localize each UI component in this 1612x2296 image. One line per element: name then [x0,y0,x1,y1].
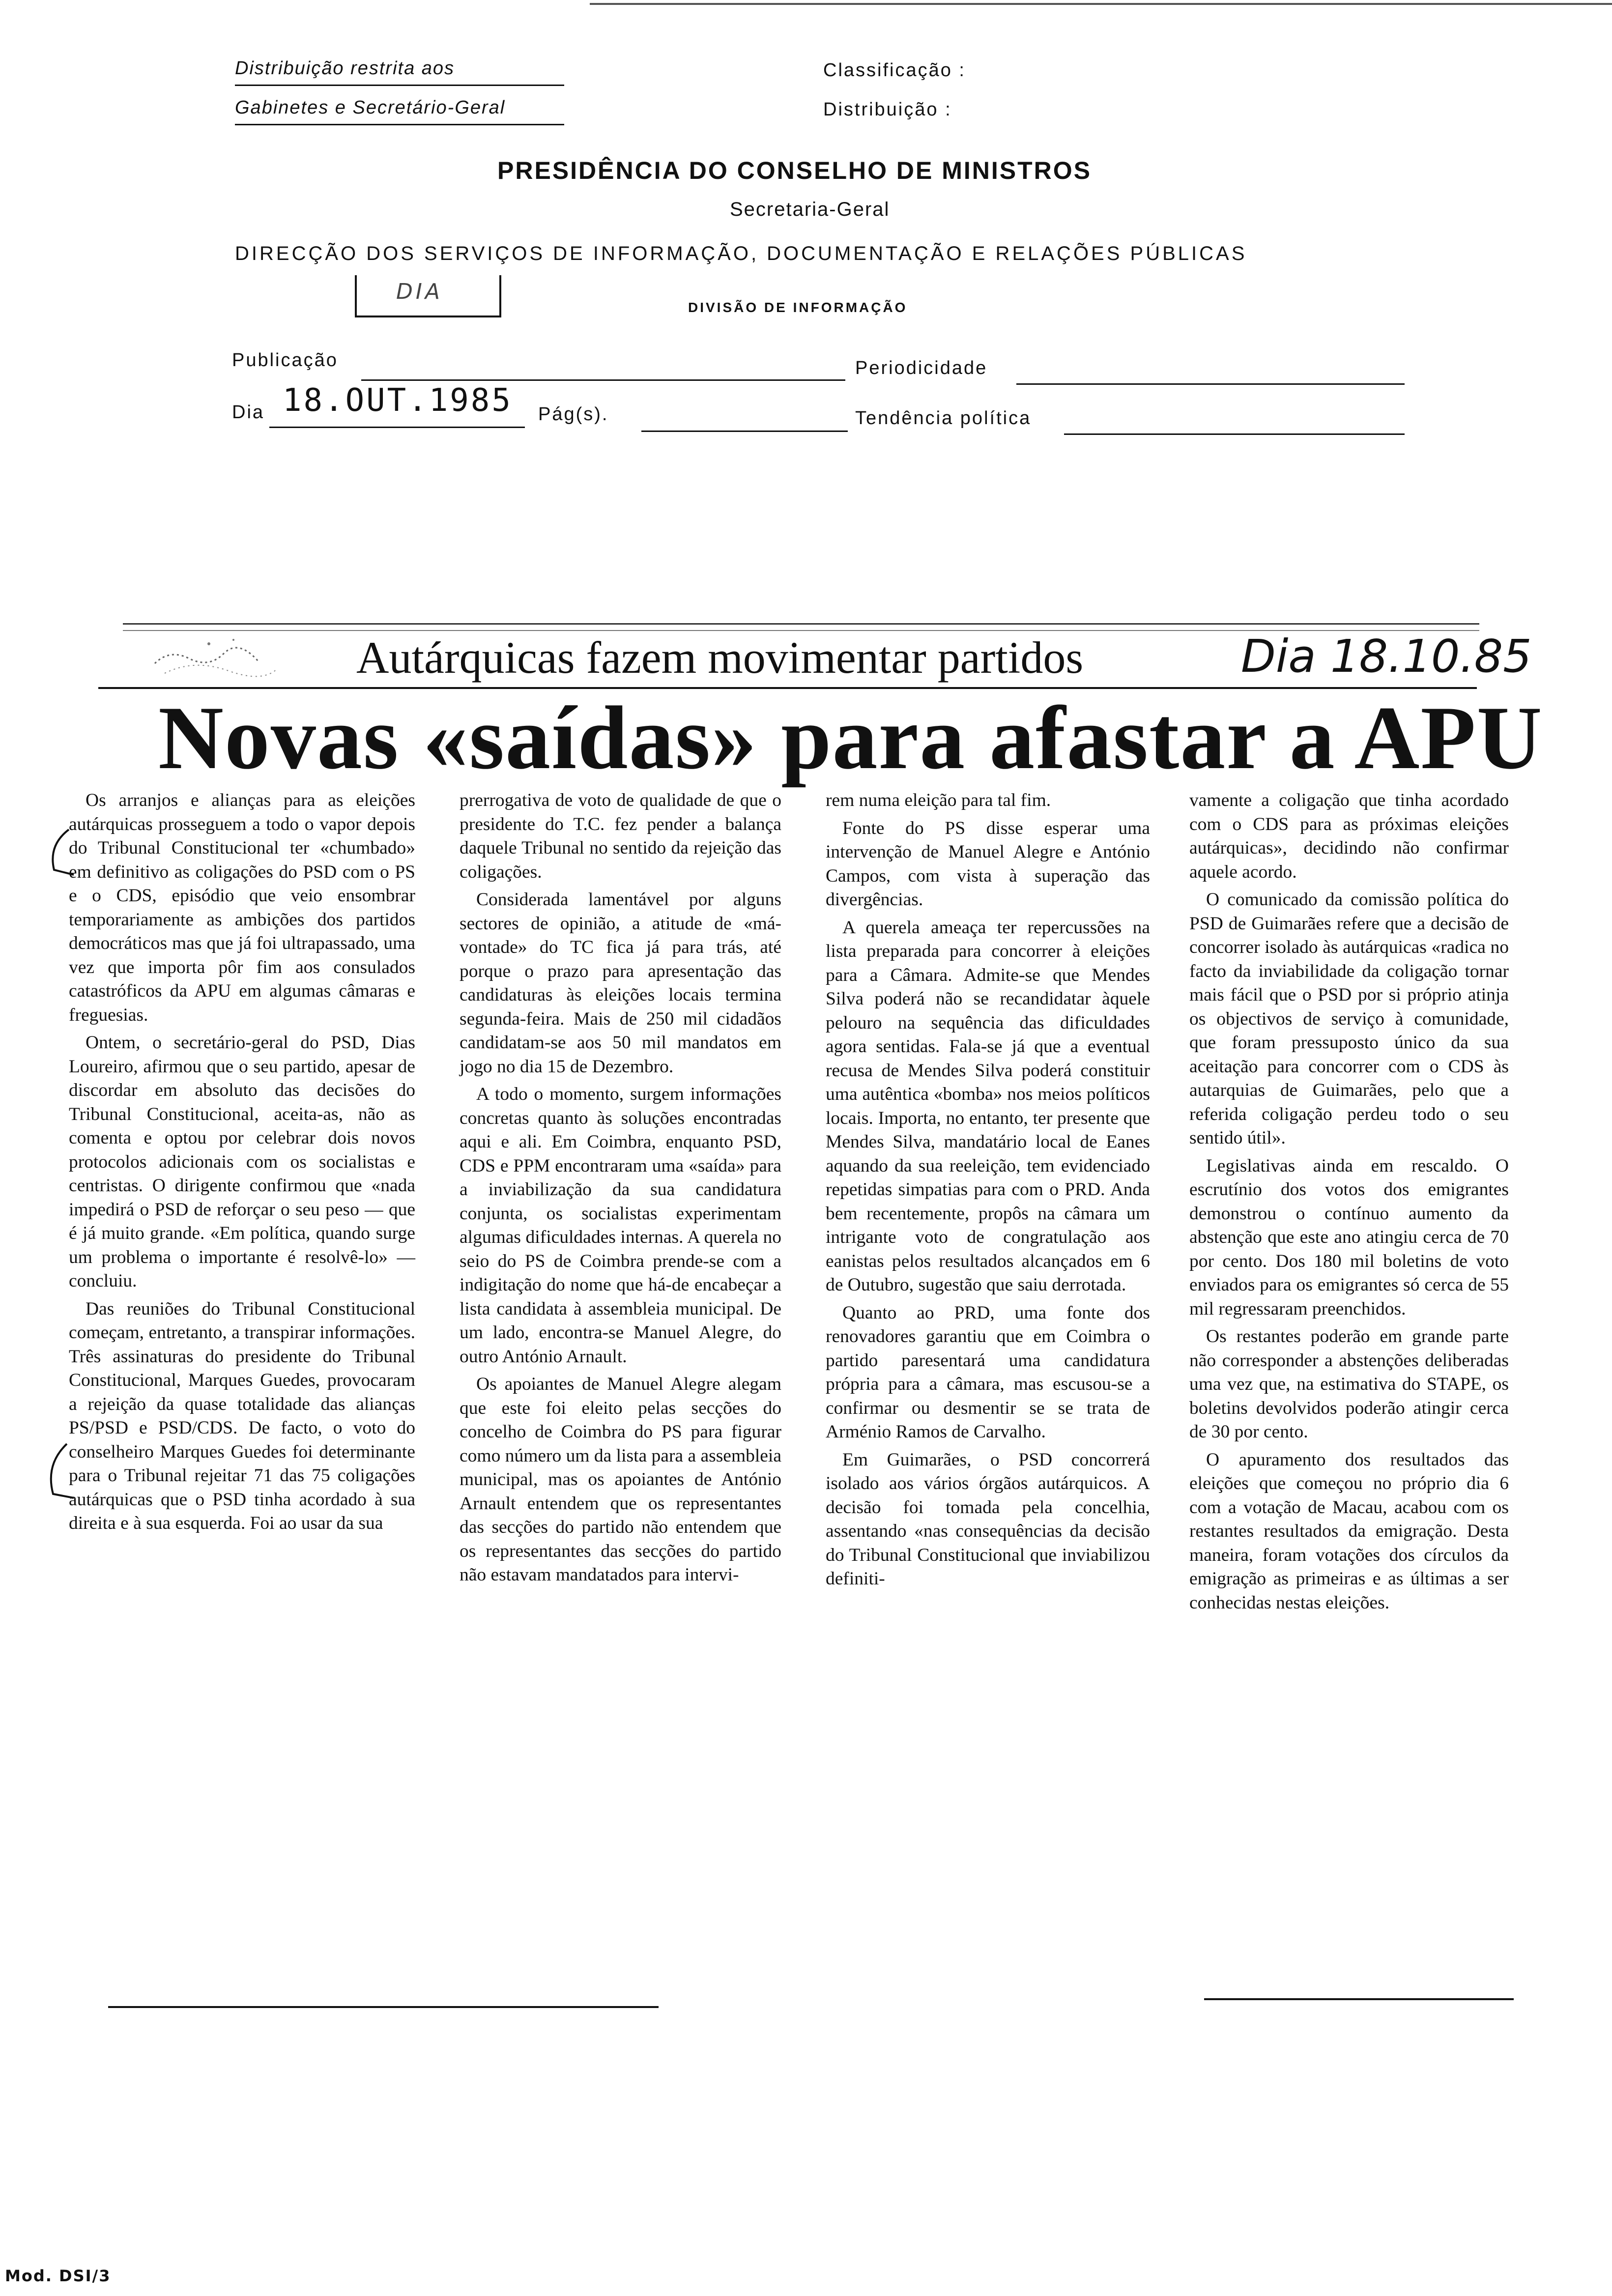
article-column-4 [1189,789,1509,1619]
article-column-2 [460,789,781,1591]
column-1-paragraph: Os arranjos e alianças para as eleições autárquicas prosseguem a todo o vapor depois do Tribunal Constitucional ter «chumbado» em definitivo as coligações do PSD com o PS e o CDS, episódio que veio ensombrar temporariamente as ambições dos partidos democráticos mas que já foi ultrapassado, uma vez que importa pôr fim aos consulados catastróficos da APU em algumas câmaras e freguesias. [69,790,415,1025]
column-4-paragraph: O apuramento dos resultados das eleições que começou no próprio dia 6 com a votação de Macau, acabou com os restantes resultados da emigração. Desta maneira, foram votações dos círculos da emigração as primeiras e as últimas a ser conhecidas nestas eleições. [1189,1449,1509,1613]
dia-box-label: DIA [396,279,443,304]
column-3-paragraph: Em Guimarães, o PSD concorrerá isolado aos vários órgãos autárquicos. A decisão foi tomada pela concelhia, assentando «nas consequências da decisão do Tribunal Constitucional que inviabilizou definiti- [826,1449,1150,1589]
column-2-paragraph: prerrogativa de voto de qualidade de que o presidente do T.C. fez pender a balança daquele Tribunal no sentido da rejeição das coligações. [460,790,781,882]
date-stamp: 18.OUT.1985 [283,382,513,419]
article-column-1 [69,789,415,1540]
column-1-paragraph: Das reuniões do Tribunal Constitucional começam, entretanto, a transpirar informações. Três assinaturas do presidente do Tribunal Constitucional, Marques Guedes, provocaram a rejeição da quase totalidade das alianças PS/PSD e PSD/CDS. De facto, o voto do conselheiro Marques Guedes foi determinante para o Tribunal rejeitar 71 das 75 coligações autárquicas que o PSD tinha acordado à sua direita e à sua esquerda. Foi ao usar da sua [69,1298,415,1533]
article-bottom-rule-1 [108,2006,659,2008]
day-field-line [269,427,525,428]
form-code: Mod. DSI/3 [5,2267,111,2285]
article-column-3 [826,789,1150,1595]
day-label: Dia [232,402,265,423]
column-2-paragraph: Os apoiantes de Manuel Alegre alegam que este foi eleito pelas secções do concelho de Coimbra do PS para figurar como número um da lista para a assembleia municipal, mas os apoiantes de António Arnault entendem que os representantes das secções do partido não entendem que os representantes das secções do partido não estavam mandatados para intervi- [460,1374,781,1585]
column-2-paragraph: A todo o momento, surgem informações concretas quanto às soluções encontradas aqui e ali. Em Coimbra, enquanto PSD, CDS e PPM encontraram uma «saída» para a inviabilização da sua candidatura conjunta, os socialistas experimentam algumas dificuldades internas. A querela no seio do PS de Coimbra prende-se com a indigitação do nome que há-de encabeçar a lista candidata à assembleia municipal. De um lado, encontra-se Manuel Alegre, do outro António Arnault. [460,1084,781,1367]
column-3-paragraph: Fonte do PS disse esperar uma intervenção de Manuel Alegre e António Campos, com vista à superação das divergências. [826,818,1150,910]
publication-field-line [361,379,845,381]
org-subtitle: Secretaria-Geral [730,199,890,220]
column-3-paragraph: Quanto ao PRD, uma fonte dos renovadores garantiu que em Coimbra o partido paresentará uma candidatura própria para a câmara, mas escusou-se a confirmar ou desmentir se se trata de Arménio Ramos de Carvalho. [826,1302,1150,1442]
handwritten-date-note: Dia 18.10.85 [1241,630,1532,683]
distribution-line-2: Gabinetes e Secretário-Geral [235,97,506,118]
classification-label: Classificação : [823,60,966,81]
periodicity-field-line [1016,383,1405,385]
column-4-paragraph: vamente a coligação que tinha acordado com o CDS para as próximas eleições autárquicas», decidindo não confirmar aquele acordo. [1189,790,1509,882]
top-edge-rule [590,3,1612,5]
column-4-paragraph: Os restantes poderão em grande parte não corresponder a abstenções deliberadas uma vez que, na estimativa do STAPE, os boletins devolvidos poderão atingir cerca de 30 por cento. [1189,1326,1509,1442]
column-4-paragraph: Legislativas ainda em rescaldo. O escrutínio dos votos dos emigrantes demonstrou o contínuo aumento da abstenção que este ano atingiu cerca de 70 por cento. Dos 180 mil boletins de voto enviados para os emigrantes só cerca de 55 mil regressaram preenchidos. [1189,1155,1509,1319]
dia-box [355,275,501,317]
margin-bracket-mark-bottom [38,1440,78,1504]
halftone-scribble-icon [150,629,297,683]
distribution-line-1-underline [235,85,564,86]
publication-label: Publicação [232,350,338,371]
pages-field-line [641,430,848,432]
article-bottom-rule-2 [1204,1998,1514,2000]
org-title: PRESIDÊNCIA DO CONSELHO DE MINISTROS [497,157,1092,184]
distribution-line-2-underline [235,124,564,125]
distribution-label: Distribuição : [823,99,952,120]
pages-label: Pág(s). [538,404,609,425]
directorate-line: DIRECÇÃO DOS SERVIÇOS DE INFORMAÇÃO, DOCUMENTAÇÃO E RELAÇÕES PÚBLICAS [235,243,1247,264]
article-headline: Novas «saídas» para afastar a APU [158,688,1543,788]
article-top-rule [123,623,1479,625]
division-label: DIVISÃO DE INFORMAÇÃO [688,300,908,315]
column-1-paragraph: Ontem, o secretário-geral do PSD, Dias Loureiro, afirmou que o seu partido, apesar de discordar em absoluto das decisões do Tribunal Constitucional, aceita-as, não as comenta e optou por celebrar dois novos protocolos adicionais com os socialistas e centristas. O dirigente confirmou que «nada impedirá o PSD de reforçar o seu peso — que é já muito grande. «Em política, quando surge um problema o importante é resolvê-lo» — concluiu. [69,1033,415,1291]
column-3-paragraph: A querela ameaça ter repercussões na lista preparada para concorrer à eleições para a Câmara. Admite-se que Mendes Silva poderá não se recandidatar àquele pelouro na sequência das dificuldades agora sentidas. Fala-se já que a eventual recusa de Mendes Silva poderá constituir uma autêntica «bomba» nos meios políticos locais. Importa, no entanto, ter presente que Mendes Silva, mandatário local de Eanes aquando da sua reeleição, tem evidenciado repetidas simpatias para com o PRD. Anda bem recentemente, propôs na câmara um intrigante voto de congratulação aos eanistas pelos resultados alcançados em 6 de Outubro, sugestão que saiu derrotada. [826,917,1150,1295]
political-tendency-label: Tendência política [855,408,1032,429]
periodicity-label: Periodicidade [855,358,988,378]
column-2-paragraph: Considerada lamentável por alguns sectores de opinião, a atitude de «má-vontade» do TC fica já para trás, até porque o prazo para apresentação das candidaturas às eleições locais termina segunda-feira. Mais de 250 mil cidadãos candidatam-se aos 50 mil mandatos em jogo no dia 15 de Dezembro. [460,890,781,1077]
margin-bracket-mark-top [39,826,79,880]
column-4-paragraph: O comunicado da comissão política do PSD de Guimarães refere que a decisão de concorrer isolado às autárquicas «radica no facto da inviabilidade da coligação tornar mais fácil que o PSD por si próprio atinja os objectivos de serviço à comunidade, que foram pressuposto único da sua aceitação para concorrer com o CDS às autarquias de Guimarães, pelo que a referida coligação perdeu todo o seu sentido útil». [1189,890,1509,1148]
distribution-line-1: Distribuição restrita aos [235,58,455,79]
column-3-paragraph: rem numa eleição para tal fim. [826,790,1051,810]
political-tendency-field-line [1064,433,1405,435]
article-kicker: Autárquicas fazem movimentar partidos [356,632,1084,683]
